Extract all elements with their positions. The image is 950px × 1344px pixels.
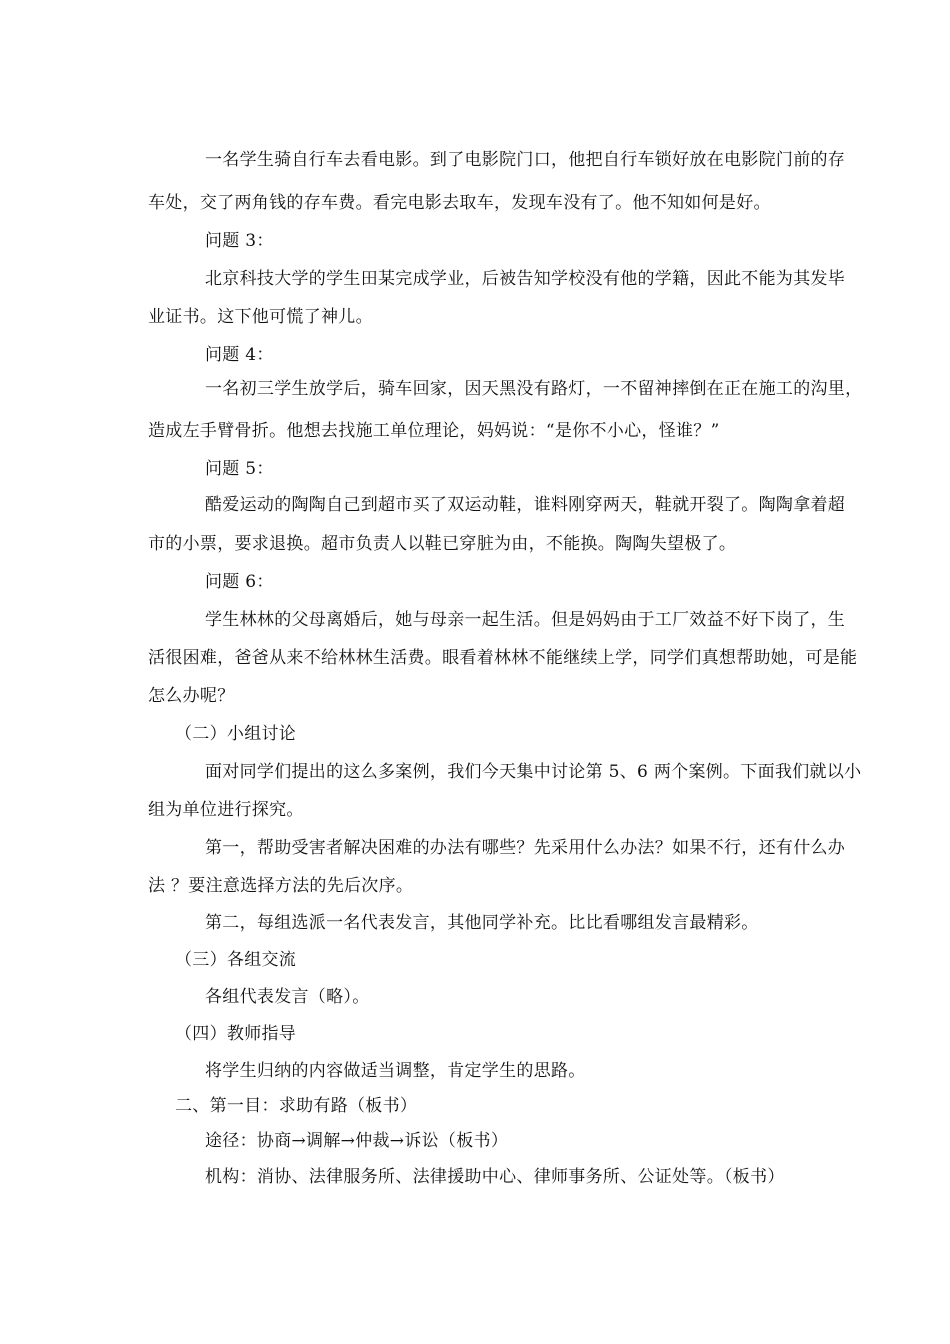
question-label: 问题 6： (205, 572, 274, 592)
paragraph-line: 组为单位进行探究。 (148, 800, 304, 820)
paragraph-line: 酷爱运动的陶陶自己到超市买了双运动鞋，谁料刚穿两天，鞋就开裂了。陶陶拿着超 (205, 495, 846, 515)
section-heading: （二）小组讨论 (175, 724, 297, 744)
paragraph-line: 面对同学们提出的这么多案例，我们今天集中讨论第 5、6 两个案例。下面我们就以小 (205, 762, 862, 782)
paragraph-line: 机构：消协、法律服务所、法律援助中心、律师事务所、公证处等。（板书） (205, 1167, 785, 1187)
paragraph-line: 第二，每组选派一名代表发言，其他同学补充。比比看哪组发言最精彩。 (205, 913, 759, 933)
paragraph-line: 活很困难，爸爸从来不给林林生活费。眼看着林林不能继续上学，同学们真想帮助她，可是能 (148, 648, 858, 668)
section-heading: 二、第一目：求助有路（板书） (175, 1096, 418, 1116)
paragraph-line: 途径：协商→调解→仲裁→诉讼（板书） (205, 1131, 509, 1151)
paragraph-line: 造成左手臂骨折。他想去找施工单位理论，妈妈说：“是你不小心，怪谁？” (148, 421, 720, 441)
paragraph-line: 法 ？要注意选择方法的先后次序。 (148, 876, 414, 896)
paragraph-line: 市的小票，要求退换。超市负责人以鞋已穿脏为由，不能换。陶陶失望极了。 (148, 534, 737, 554)
paragraph-line: 一名初三学生放学后，骑车回家，因天黑没有路灯，一不留神摔倒在正在施工的沟里， (205, 379, 863, 399)
section-heading: （三）各组交流 (175, 950, 297, 970)
question-label: 问题 5： (205, 459, 274, 479)
paragraph-line: 一名学生骑自行车去看电影。到了电影院门口，他把自行车锁好放在电影院门前的存 (205, 150, 846, 170)
paragraph-line: 第一，帮助受害者解决困难的办法有哪些？先采用什么办法？如果不行，还有什么办 (205, 838, 846, 858)
paragraph-line: 将学生归纳的内容做适当调整，肯定学生的思路。 (205, 1061, 586, 1081)
paragraph-line: 学生林林的父母离婚后，她与母亲一起生活。但是妈妈由于工厂效益不好下岗了，生 (205, 610, 846, 630)
paragraph-line: 怎么办呢？ (148, 686, 235, 706)
paragraph-line: 各组代表发言（略）。 (205, 987, 370, 1007)
section-heading: （四）教师指导 (175, 1024, 297, 1044)
paragraph-line: 车处，交了两角钱的存车费。看完电影去取车，发现车没有了。他不知如何是好。 (148, 193, 771, 213)
question-label: 问题 4： (205, 345, 274, 365)
question-label: 问题 3： (205, 231, 274, 251)
paragraph-line: 业证书。这下他可慌了神儿。 (148, 307, 373, 327)
paragraph-line: 北京科技大学的学生田某完成学业，后被告知学校没有他的学籍，因此不能为其发毕 (205, 269, 846, 289)
